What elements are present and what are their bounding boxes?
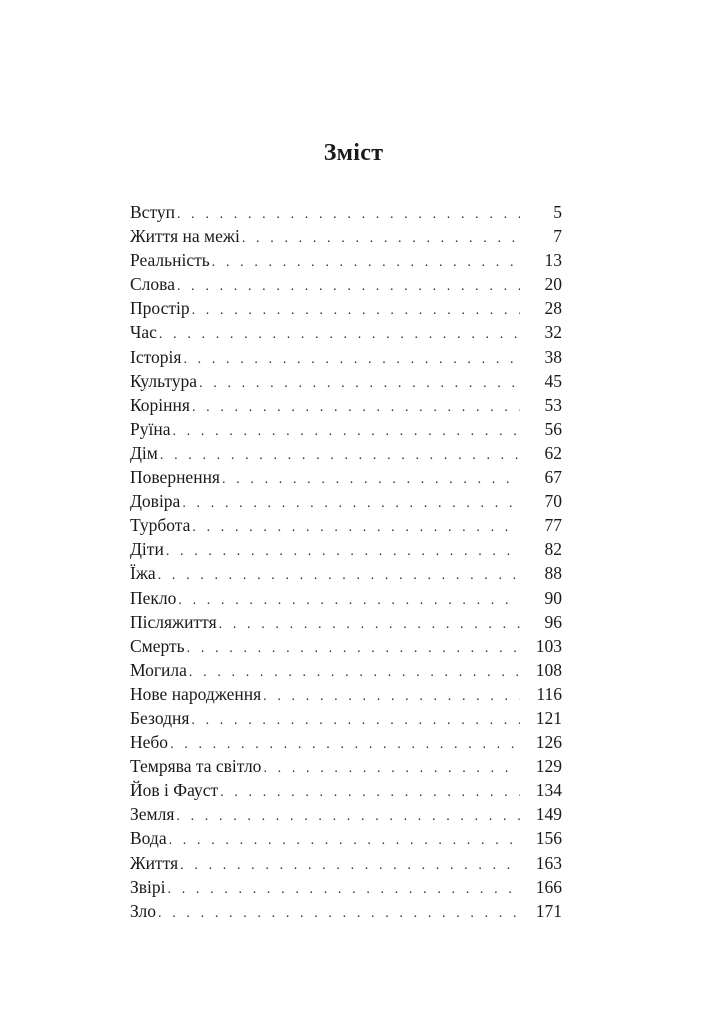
- dot-leader: [172, 420, 520, 444]
- dot-leader: [219, 613, 520, 637]
- toc-entry-page-number: 45: [544, 370, 562, 391]
- toc-entry-title: Життя на межі: [130, 226, 240, 247]
- toc-entry[interactable]: [130, 200, 562, 224]
- toc-entry[interactable]: [130, 610, 562, 634]
- toc-entry-page-number: 28: [544, 298, 562, 319]
- toc-entry-page-number: 108: [535, 659, 562, 680]
- toc-entry[interactable]: [130, 778, 562, 802]
- toc-entry-title: Життя: [130, 852, 179, 873]
- toc-entry[interactable]: [130, 754, 562, 778]
- dot-leader: [169, 829, 520, 853]
- toc-entry-title: Руїна: [130, 418, 171, 439]
- toc-entry[interactable]: [130, 899, 562, 923]
- toc-entry-page-number: 67: [544, 467, 562, 488]
- toc-entry-title: Турбота: [130, 515, 191, 536]
- toc-entry-page-number: 38: [544, 346, 562, 367]
- toc-entry-page-number: 163: [535, 852, 562, 873]
- toc-entry-title: Простір: [130, 298, 190, 319]
- toc-entry-title: Реальність: [130, 250, 210, 271]
- dot-leader: [242, 227, 520, 251]
- toc-entry-page-number: 116: [536, 683, 562, 704]
- dot-leader: [166, 540, 520, 564]
- toc-entry-page-number: 126: [535, 732, 562, 753]
- toc-entry-page-number: 62: [544, 442, 562, 463]
- page-title: Зміст: [323, 140, 384, 167]
- toc-entry-page-number: 7: [553, 226, 562, 247]
- toc-entry-page-number: 103: [535, 635, 562, 656]
- toc-entry-title: Історія: [130, 346, 182, 367]
- toc-entry[interactable]: [130, 369, 562, 393]
- toc-entry[interactable]: [130, 248, 562, 272]
- toc-entry[interactable]: [130, 851, 562, 875]
- toc-entry-title: Слова: [130, 274, 175, 295]
- toc-entry-page-number: 53: [544, 394, 562, 415]
- toc-entry-page-number: 13: [544, 250, 562, 271]
- toc-entry-page-number: 88: [544, 563, 562, 584]
- dot-leader: [192, 516, 520, 540]
- toc-entry[interactable]: [130, 513, 562, 537]
- toc-entry-title: Могила: [130, 659, 187, 680]
- toc-entry[interactable]: [130, 224, 562, 248]
- toc-entry[interactable]: [130, 537, 562, 561]
- toc-entry-title: Час: [130, 322, 157, 343]
- toc-entry[interactable]: [130, 441, 562, 465]
- dot-leader: [222, 468, 520, 492]
- toc-entry-page-number: 149: [535, 804, 562, 825]
- toc-entry-title: Земля: [130, 804, 175, 825]
- dot-leader: [212, 251, 520, 275]
- toc-entry-title: Діти: [130, 539, 164, 560]
- dot-leader: [180, 854, 520, 878]
- toc-entry[interactable]: [130, 561, 562, 585]
- dot-leader: [263, 757, 520, 781]
- dot-leader: [176, 805, 520, 829]
- toc-entry-page-number: 5: [553, 202, 562, 222]
- toc-entry-title: Культура: [130, 370, 198, 391]
- dot-leader: [191, 709, 520, 733]
- toc-entry-page-number: 134: [535, 780, 562, 801]
- toc-entry[interactable]: [130, 489, 562, 513]
- dot-leader: [183, 348, 520, 372]
- dot-leader: [192, 299, 520, 323]
- toc-entry-title: Безодня: [130, 707, 190, 728]
- toc-entry[interactable]: [130, 658, 562, 682]
- toc-entry-title: Коріння: [130, 394, 190, 415]
- toc-entry[interactable]: [130, 826, 562, 850]
- toc-entry[interactable]: [130, 296, 562, 320]
- toc-entry-title: Довіра: [130, 491, 181, 512]
- toc-entry[interactable]: [130, 465, 562, 489]
- toc-entry[interactable]: [130, 706, 562, 730]
- toc-entry-page-number: 121: [535, 707, 562, 728]
- toc-entry[interactable]: [130, 730, 562, 754]
- toc-entry-title: Пекло: [130, 587, 177, 608]
- dot-leader: [158, 564, 520, 588]
- dot-leader: [178, 589, 520, 613]
- toc-entry-title: Йов і Фауст: [130, 780, 219, 801]
- toc-entry[interactable]: [130, 682, 562, 706]
- toc-entry[interactable]: [130, 320, 562, 344]
- dot-leader: [182, 492, 520, 516]
- dot-leader: [158, 902, 520, 926]
- toc-entry-page-number: 56: [544, 418, 562, 439]
- dot-leader: [263, 685, 520, 709]
- toc-entry-title: Післяжиття: [130, 611, 217, 632]
- toc-entry[interactable]: [130, 393, 562, 417]
- toc-entry-page-number: 20: [544, 274, 562, 295]
- toc-entry-title: Дім: [130, 442, 158, 463]
- toc-entry-title: Зло: [130, 900, 157, 921]
- toc-entry-page-number: 32: [544, 322, 562, 343]
- toc-entry-title: Вода: [130, 828, 167, 849]
- toc-entry-page-number: 129: [535, 756, 562, 777]
- toc-entry[interactable]: [130, 634, 562, 658]
- toc-entry-page-number: 171: [535, 900, 562, 921]
- toc-entry[interactable]: [130, 417, 562, 441]
- toc-entry[interactable]: [130, 875, 562, 899]
- toc-entry-title: Нове народження: [130, 683, 262, 704]
- toc-entry[interactable]: [130, 272, 562, 296]
- toc-entry-page-number: 70: [544, 491, 562, 512]
- dot-leader: [168, 878, 520, 902]
- toc-entry-title: Звірі: [130, 876, 166, 897]
- toc-entry-title: Смерть: [130, 635, 185, 656]
- toc-entry[interactable]: [130, 802, 562, 826]
- toc-entry-page-number: 77: [544, 515, 562, 536]
- toc-entry[interactable]: [130, 586, 562, 610]
- toc-entry-page-number: 96: [544, 611, 562, 632]
- dot-leader: [187, 637, 520, 661]
- dot-leader: [220, 781, 520, 805]
- toc-entry-page-number: 166: [535, 876, 562, 897]
- toc-entry-title: Їжа: [130, 563, 156, 584]
- toc-entry-title: Вступ: [130, 202, 175, 222]
- toc-entry-title: Небо: [130, 732, 169, 753]
- toc-entry-page-number: 90: [544, 587, 562, 608]
- dot-leader: [159, 323, 520, 347]
- table-of-contents: [130, 200, 562, 923]
- dot-leader: [199, 372, 520, 396]
- toc-entry-page-number: 82: [544, 539, 562, 560]
- dot-leader: [177, 275, 520, 299]
- toc-entry[interactable]: [130, 345, 562, 369]
- toc-entry-title: Темрява та світло: [130, 756, 262, 777]
- dot-leader: [192, 396, 520, 420]
- toc-entry-page-number: 156: [535, 828, 562, 849]
- toc-entry-title: Повернення: [130, 467, 220, 488]
